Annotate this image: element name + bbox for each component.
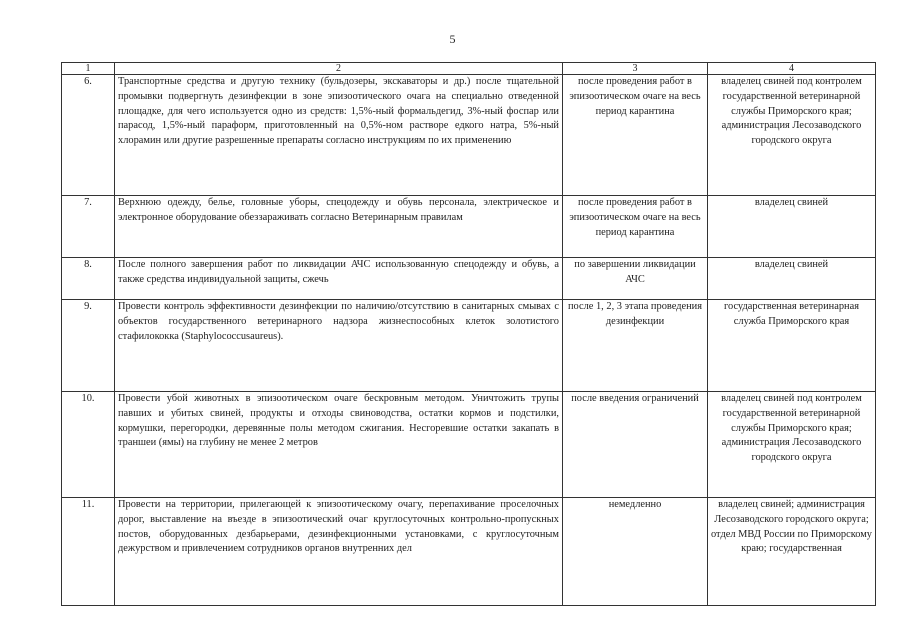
table-row	[62, 498, 876, 606]
deadline-text: после 1, 2, 3 этапа проведения дезинфекции	[563, 300, 708, 392]
page-number: 5	[449, 32, 456, 46]
column-header: 3	[563, 63, 708, 75]
table-row	[62, 196, 876, 258]
deadline-text: по завершении ликвидации АЧС	[563, 258, 708, 300]
responsible-text: владелец свиней под контролем государственной ветеринарной службы Приморского края; администрация Лесозаводского городского округа	[708, 75, 876, 196]
measure-text: Верхнюю одежду, белье, головные уборы, спецодежду и обувь персонала, электрическое и электронное оборудование обеззараживать согласно Ветеринарным правилам	[115, 196, 563, 258]
measure-text: После полного завершения работ по ликвидации АЧС использованную спецодежду и обувь, а также средства индивидуальной защиты, сжечь	[115, 258, 563, 300]
deadline-text: после проведения работ в эпизоотическом очаге на весь период карантина	[563, 75, 708, 196]
responsible-text: владелец свиней	[708, 196, 876, 258]
row-number: 11.	[62, 498, 115, 606]
column-header: 4	[708, 63, 876, 75]
row-number: 10.	[62, 392, 115, 498]
table-row	[62, 75, 876, 196]
measure-text: Провести контроль эффективности дезинфекции по наличию/отсутствию в санитарных смывах с объектов государственного ветеринарного надзора жизнеспособных клеток золотистого стафилококка (Staphylococcusaureus).	[115, 300, 563, 392]
deadline-text: после введения ограничений	[563, 392, 708, 498]
table-row	[62, 258, 876, 300]
responsible-text: владелец свиней; администрация Лесозаводского городского округа; отдел МВД России по Приморскому краю; государственная	[708, 498, 876, 606]
row-number: 6.	[62, 75, 115, 196]
measure-text: Транспортные средства и другую технику (бульдозеры, экскаваторы и др.) после тщательной промывки подвергнуть дезинфекции в зоне эпизоотического очага на специально отведенной площадке, для чего используется одно из средств: 1,5%-ный формальдегид, 3%-ный фоспар или парасод, 1,5%-ный параформ, приготовленный на 0,5%-ном растворе едкого натра, 5%-ный хлорамин или другие разрешенные препараты согласно инструкциям по их применению	[115, 75, 563, 196]
measure-text: Провести на территории, прилегающей к эпизоотическому очагу, перепахивание проселочных дорог, выставление на въезде в эпизоотический очаг круглосуточных контрольно-пропускных постов, оборудованных дезбарьерами, дезинфекционными установками, с круглосуточным дежурством и привлечением сотрудников органов внутренних дел	[115, 498, 563, 606]
table-row	[62, 300, 876, 392]
responsible-text: владелец свиней под контролем государственной ветеринарной службы Приморского края; администрация Лесозаводского городского округа	[708, 392, 876, 498]
measure-text: Провести убой животных в эпизоотическом очаге бескровным методом. Уничтожить трупы павших и убитых свиней, продукты и отходы свиноводства, остатки кормов и подстилки, кормушки, перегородки, деревянные полы методом сжигания. Несгоревшие остатки закапать в траншеи (ямы) на глубину не менее 2 метров	[115, 392, 563, 498]
row-number: 9.	[62, 300, 115, 392]
row-number: 7.	[62, 196, 115, 258]
row-number: 8.	[62, 258, 115, 300]
responsible-text: государственная ветеринарная служба Приморского края	[708, 300, 876, 392]
measures-table	[61, 62, 876, 606]
deadline-text: немедленно	[563, 498, 708, 606]
column-header: 1	[62, 63, 115, 75]
table-header-row	[62, 63, 876, 75]
responsible-text: владелец свиней	[708, 258, 876, 300]
column-header: 2	[115, 63, 563, 75]
table-row	[62, 392, 876, 498]
deadline-text: после проведения работ в эпизоотическом очаге на весь период карантина	[563, 196, 708, 258]
